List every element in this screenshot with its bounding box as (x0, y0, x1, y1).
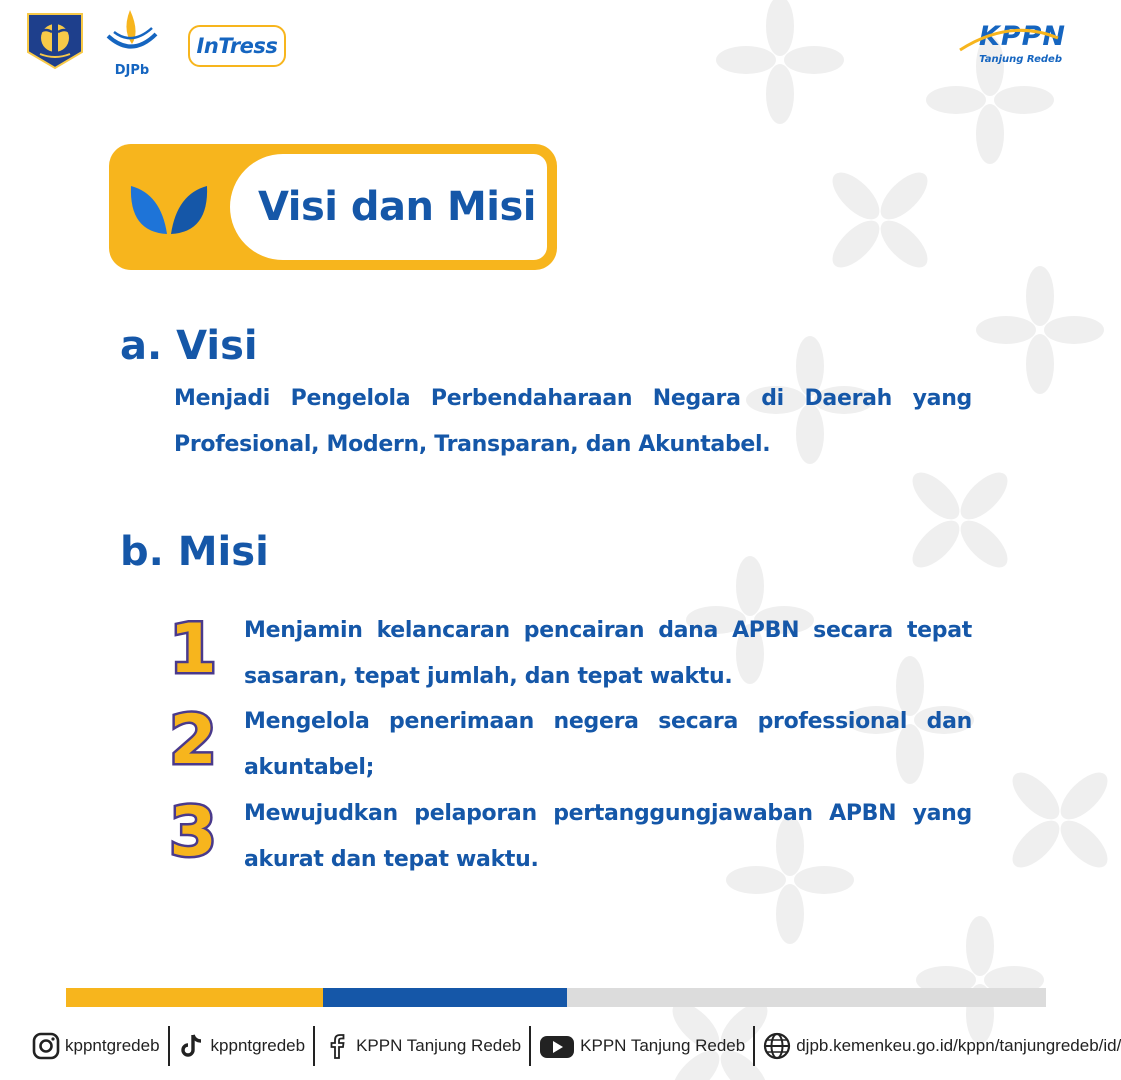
tiktok-icon (178, 1032, 206, 1060)
background-pattern (660, 0, 1080, 1080)
number-3-badge (160, 793, 226, 872)
number-2-text: 2 (169, 701, 217, 780)
footer-separator (529, 1026, 531, 1066)
number-3-text: 3 (169, 793, 217, 872)
globe-icon (763, 1032, 791, 1060)
footer-separator (313, 1026, 315, 1066)
visi-text: Menjadi Pengelola Perbendaharaan Negara di Daerah yang Profesional, Modern, Transparan, dan Akuntabel. (174, 386, 972, 457)
color-strip (66, 988, 1046, 1007)
misi-heading: b. Misi (120, 529, 269, 575)
page-title: Visi dan Misi (258, 184, 536, 230)
djpb-label: DJPb (114, 63, 150, 78)
facebook-icon (323, 1032, 351, 1060)
footer-website[interactable] (763, 1022, 1121, 1070)
djpb-logo (104, 6, 160, 78)
kppn-label: KPPN (978, 21, 1066, 52)
footer-tiktok[interactable] (178, 1022, 306, 1070)
strip-yellow (66, 988, 323, 1007)
instagram-icon (32, 1032, 60, 1060)
footer-separator (753, 1026, 755, 1066)
footer-facebook-label: KPPN Tanjung Redeb (356, 1036, 522, 1055)
number-1-badge (160, 610, 226, 689)
footer-website-label: djpb.kemenkeu.go.id/kppn/tanjungredeb/id/ (796, 1036, 1121, 1055)
footer-youtube[interactable] (539, 1022, 745, 1070)
footer-youtube-label: KPPN Tanjung Redeb (580, 1036, 746, 1055)
footer-facebook[interactable] (323, 1022, 521, 1070)
number-2-badge (160, 701, 226, 780)
visi-heading: a. Visi (120, 323, 258, 369)
kppn-logo (936, 22, 1066, 72)
title-banner (109, 144, 557, 270)
intress-logo (188, 25, 286, 67)
misi-item-2-text: Mengelola penerimaan negera secara professional dan akuntabel; (244, 709, 972, 780)
strip-blue (323, 988, 567, 1007)
title-inner-panel (230, 154, 547, 260)
djpb-swirl-icon (104, 6, 160, 58)
youtube-icon (539, 1032, 575, 1060)
footer-tiktok-label: kppntgredeb (210, 1036, 306, 1055)
kemenkeu-logo-icon (22, 12, 88, 70)
kppn-swoosh-icon (940, 24, 1060, 54)
footer-separator (168, 1026, 170, 1066)
number-1-text: 1 (169, 610, 217, 689)
misi-item-1-text: Menjamin kelancaran pencairan dana APBN secara tepat sasaran, tepat jumlah, dan tepat waktu. (244, 618, 972, 689)
footer-instagram[interactable] (32, 1022, 160, 1070)
strip-grey (567, 988, 1046, 1007)
footer-instagram-label: kppntgredeb (65, 1036, 160, 1055)
kppn-sublabel: Tanjung Redeb (979, 54, 1062, 65)
footer (32, 1022, 1121, 1070)
intress-label: InTress (196, 34, 278, 58)
leaf-icon (127, 174, 211, 240)
kemenkeu-logo (22, 12, 88, 70)
misi-item-3-text: Mewujudkan pelaporan pertanggungjawaban APBN yang akurat dan tepat waktu. (244, 801, 972, 872)
